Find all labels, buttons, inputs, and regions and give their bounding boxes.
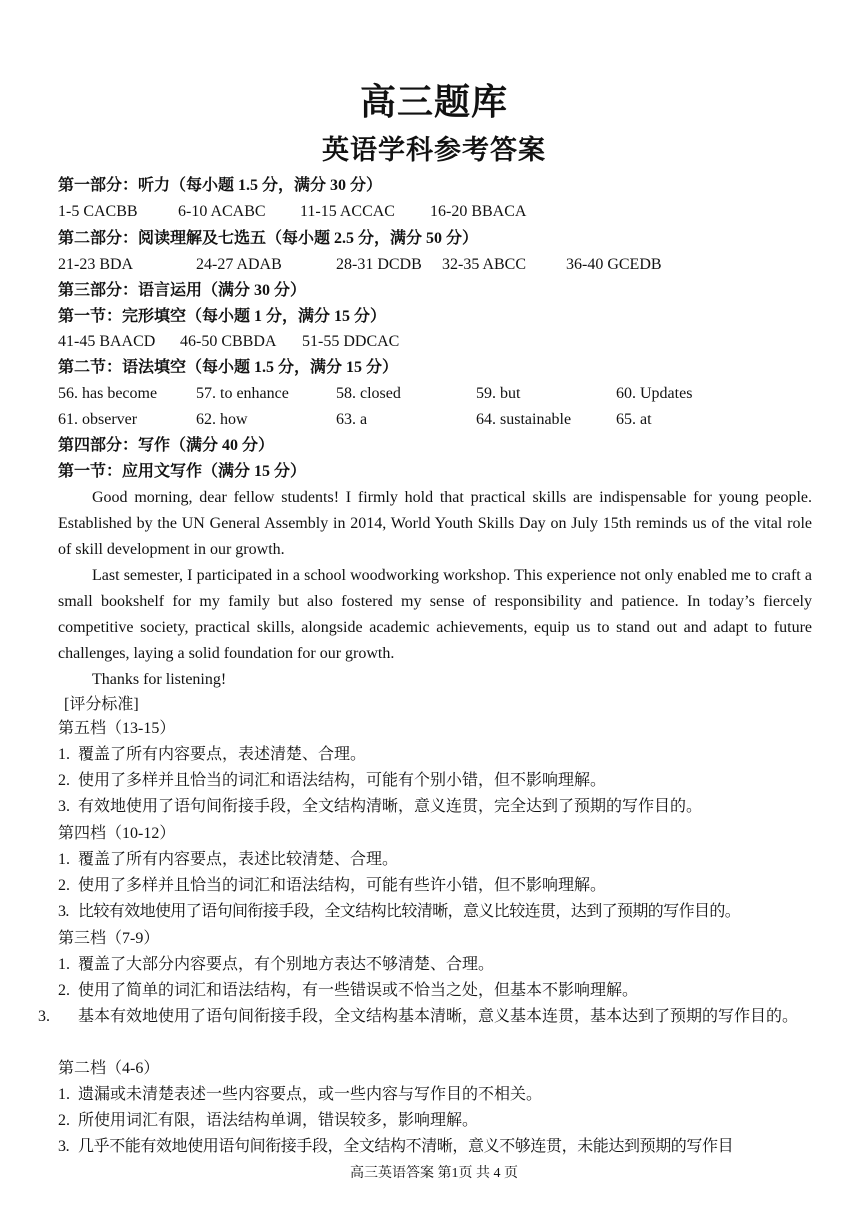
part1-heading: 第一部分：听力（每小题 1.5 分，满分 30 分） <box>58 177 383 194</box>
part4-heading: 第四部分：写作（满分 40 分） <box>58 437 275 454</box>
grammar-answer: 63. a <box>336 411 368 428</box>
item-text: 使用了多样并且恰当的词汇和语法结构，可能有个别小错，但不影响理解。 <box>78 772 607 789</box>
part2-answer: 28-31 DCDB <box>336 256 422 273</box>
item-number: 3. <box>58 903 69 920</box>
part1-answer: 1-5 CACBB <box>58 203 138 220</box>
essay-paragraph: Good morning, dear fellow students! I firmly hold that practical skills are indispensable for young people. Established by the UN General Assembly in 2014, World Youth Skills Day on July 15th reminds us of the vital role of skill development in our growth. <box>58 489 812 558</box>
item-number: 2. <box>58 877 70 894</box>
tier-heading: 第四档（10-12） <box>58 825 176 842</box>
part2-heading: 第二部分：阅读理解及七选五（每小题 2.5 分，满分 50 分） <box>58 230 479 247</box>
criteria-item <box>58 1108 814 1134</box>
part3-cloze-answer: 51-55 DDCAC <box>302 333 400 350</box>
item-number: 3. <box>58 798 70 815</box>
grammar-answer: 62. how <box>196 411 248 428</box>
criteria-item <box>58 1082 814 1108</box>
item-text: 使用了简单的词汇和语法结构，有一些错误或不恰当之处，但基本不影响理解。 <box>78 982 639 999</box>
part2-answer: 36-40 GCEDB <box>566 256 662 273</box>
item-number: 3. <box>58 1138 70 1155</box>
essay-paragraph: Thanks for listening! <box>92 671 227 688</box>
part3-section1-heading: 第一节：完形填空（每小题 1 分，满分 15 分） <box>58 308 387 325</box>
item-number: 1. <box>58 746 70 763</box>
part2-answer: 24-27 ADAB <box>196 256 282 273</box>
page-subtitle: 英语学科参考答案 <box>322 135 546 165</box>
item-text: 遗漏或未清楚表述一些内容要点，或一些内容与写作目的不相关。 <box>78 1086 543 1103</box>
item-number: 1. <box>58 956 70 973</box>
item-text: 覆盖了所有内容要点，表述比较清楚、合理。 <box>78 851 399 868</box>
criteria-label: [评分标准] <box>64 696 139 713</box>
part1-answer: 6-10 ACABC <box>178 203 266 220</box>
criteria-item <box>58 768 814 794</box>
criteria-item <box>58 794 814 820</box>
item-number: 3. <box>38 1008 50 1025</box>
tier-heading: 第五档（13-15） <box>58 720 176 737</box>
part3-cloze-answer: 46-50 CBBDA <box>180 333 277 350</box>
item-number: 1. <box>58 1086 70 1103</box>
criteria-item <box>58 978 814 1004</box>
item-text: 基本有效地使用了语句间衔接手段，全文结构基本清晰，意义基本连贯，基本达到了预期的写作目的。 <box>78 1008 799 1025</box>
part2-answer: 32-35 ABCC <box>442 256 527 273</box>
part3-section2-heading: 第二节：语法填空（每小题 1.5 分，满分 15 分） <box>58 359 399 376</box>
grammar-answer: 64. sustainable <box>476 411 572 428</box>
item-text: 比较有效地使用了语句间衔接手段，全文结构比较清晰，意义比较连贯，达到了预期的写作目的。 <box>78 903 741 920</box>
criteria-item <box>58 899 814 925</box>
grammar-answer: 59. but <box>476 385 521 402</box>
page-footer: 高三英语答案 第1页 共 4 页 <box>350 1166 518 1181</box>
criteria-item <box>38 1004 814 1030</box>
item-text: 几乎不能有效地使用语句间衔接手段，全文结构不清晰，意义不够连贯，未能达到预期的写作目 <box>78 1138 734 1155</box>
tier-heading: 第三档（7-9） <box>58 930 160 947</box>
grammar-answer: 56. has become <box>58 385 158 402</box>
part3-heading: 第三部分：语言运用（满分 30 分） <box>58 282 307 299</box>
part1-answer: 11-15 ACCAC <box>300 203 395 220</box>
part3-cloze-answer: 41-45 BAACD <box>58 333 156 350</box>
item-number: 2. <box>58 982 70 999</box>
criteria-item <box>58 873 814 899</box>
item-text: 覆盖了大部分内容要点，有个别地方表达不够清楚、合理。 <box>78 956 495 973</box>
grammar-answer: 58. closed <box>336 385 401 402</box>
item-text: 有效地使用了语句间衔接手段，全文结构清晰，意义连贯，完全达到了预期的写作目的。 <box>78 798 703 815</box>
grammar-answer: 57. to enhance <box>196 385 289 402</box>
item-text: 所使用词汇有限，语法结构单调，错误较多，影响理解。 <box>78 1112 479 1129</box>
item-number: 2. <box>58 1112 70 1129</box>
grammar-answer: 65. at <box>616 411 652 428</box>
grammar-answer: 61. observer <box>58 411 138 428</box>
part4-section1-heading: 第一节：应用文写作（满分 15 分） <box>58 463 307 480</box>
item-number: 2. <box>58 772 70 789</box>
item-number: 1. <box>58 851 70 868</box>
tier-heading: 第二档（4-6） <box>58 1060 160 1077</box>
criteria-item <box>58 742 814 768</box>
criteria-item <box>58 847 814 873</box>
part2-answer: 21-23 BDA <box>58 256 134 273</box>
page-title: 高三题库 <box>359 82 508 122</box>
item-text: 覆盖了所有内容要点，表述清楚、合理。 <box>78 746 367 763</box>
criteria-item <box>58 952 814 978</box>
grammar-answer: 60. Updates <box>616 385 693 402</box>
criteria-item <box>58 1134 814 1160</box>
essay-paragraph: Last semester, I participated in a school woodworking workshop. This experience not only enabled me to craft a small bookshelf for my family but also fostered my sense of responsibility and patience. In today’s fiercely competitive society, practical skills, alongside academic achievements, equip us to stand out and adapt to future challenges, laying a solid foundation for our growth. <box>58 567 812 662</box>
item-text: 使用了多样并且恰当的词汇和语法结构，可能有些许小错，但不影响理解。 <box>78 877 607 894</box>
part1-answer: 16-20 BBACA <box>430 203 527 220</box>
